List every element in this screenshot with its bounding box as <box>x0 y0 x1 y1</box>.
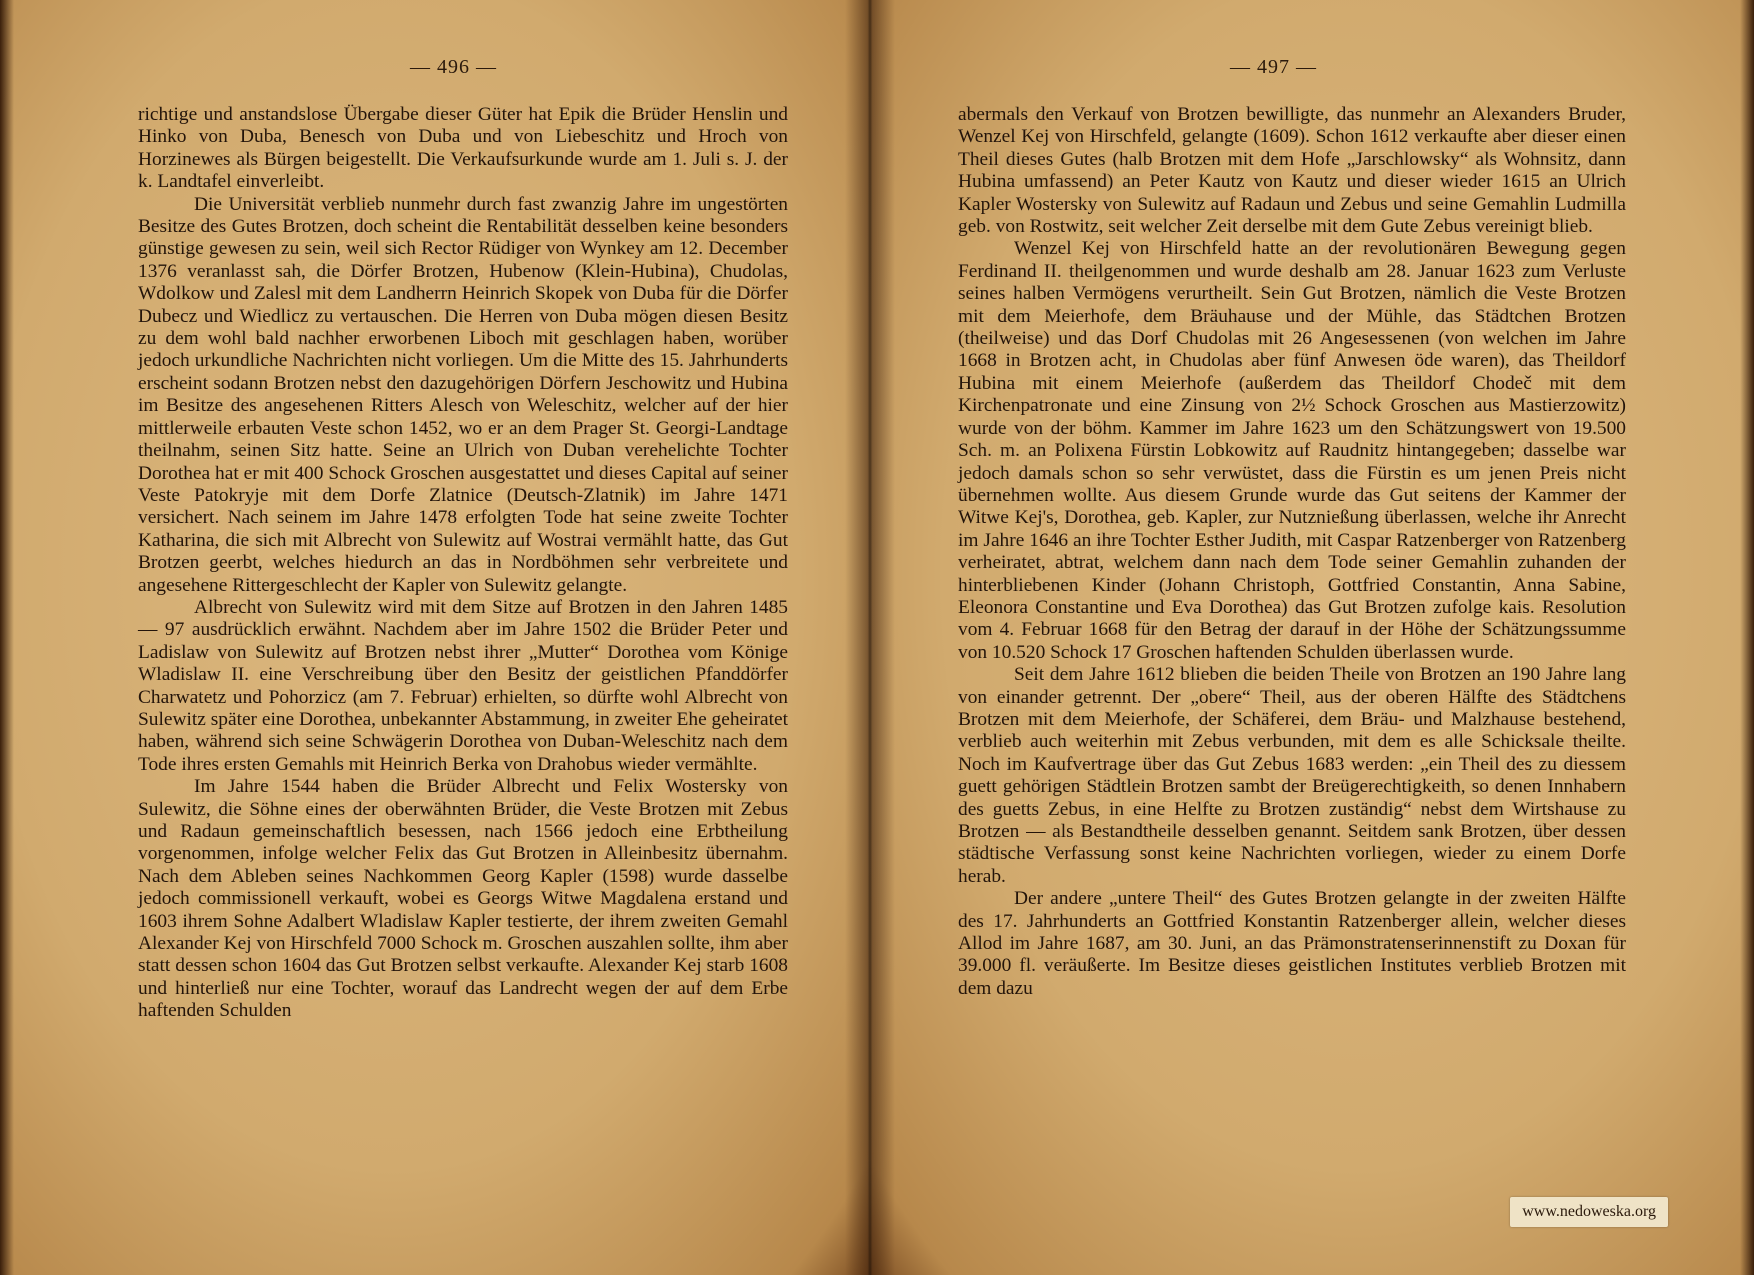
page-number: — 497 — <box>1230 56 1317 78</box>
paragraph: Seit dem Jahre 1612 blieben die beiden Theile von Brotzen an 190 Jahre lang von einander getrennt. Der „obere“ Theil, aus der oberen Hälfte des Städtchens Brotzen mit dem Meierhofe, der Schäferei, dem Bräu- und Malzhause bestehend, verblieb auch weiterhin mit Zebus verbunden, mit dem es alle Schicksale theilte. Noch im Kaufvertrage über das Gut Zebus 1683 werden: „ein Theil des zu diessem guett gehörigen Städtlein Brotzen sambt der Breügerechtigkeith, so denen Innhabern des guetts Zebus, in eine Helfte zu Brotzen zuständig“ nebst dem Wirtshause zu Brotzen — als Bestandtheile desselben genannt. Seitdem sank Brotzen, über dessen städtische Verfassung sonst keine Nachrichten vorliegen, wieder zu einem Dorfe herab. <box>958 664 1626 887</box>
page-edge-shadow <box>0 0 14 1275</box>
page-number: — 496 — <box>410 56 497 78</box>
paragraph: Der andere „untere Theil“ des Gutes Brotzen gelangte in der zweiten Hälfte des 17. Jahrhunderts an Gottfried Konstantin Ratzenberger allein, welcher dieses Allod im Jahre 1687, am 30. Juni, an das Prämonstratenserinnenstift zu Doxan für 39.000 fl. veräußerte. Im Besitze dieses geistlichen Institutes verblieb Brotzen mit dem dazu <box>958 888 1626 999</box>
paragraph: richtige und anstandslose Übergabe dieser Güter hat Epik die Brüder Henslin und Hinko von Duba, Benesch von Duba und von Liebeschitz und Hroch von Horzinewes als Bürgen beigestellt. Die Verkaufsurkunde wurde am 1. Juli s. J. der k. Landtafel einverleibt. <box>138 104 788 193</box>
paragraph: Wenzel Kej von Hirschfeld hatte an der revolutionären Bewegung gegen Ferdinand II. theilgenommen und wurde deshalb am 28. Januar 1623 zum Verluste seines halben Vermögens verurtheilt. Sein Gut Brotzen, nämlich die Veste Brotzen mit dem Meierhofe, dem Bräuhause und der Mühle, das Städtchen Brotzen (theilweise) und das Dorf Chudolas mit 26 Angesessenen (von welchen im Jahre 1668 in Brotzen acht, in Chudolas aber fünf Anwesen öde waren), das Theildorf Hubina mit einem Meierhofe (außerdem das Theildorf Chodeč mit dem Kirchenpatronate und eine Zinsung von 2½ Schock Groschen aus Mastierzowitz) wurde von der böhm. Kammer im Jahre 1623 um den Schätzungswert von 19.500 Sch. m. an Polixena Fürstin Lobkowitz auf Raudnitz hintangegeben; dasselbe war jedoch damals schon so sehr verwüstet, dass die Fürstin es um jenen Preis nicht übernehmen wollte. Aus diesem Grunde wurde das Gut seitens der Kammer der Witwe Kej's, Dorothea, geb. Kapler, zur Nutznießung überlassen, welche ihr Anrecht im Jahre 1646 an ihre Tochter Esther Judith, mit Caspar Ratzenberger von Ratzenberg verheiratet, abtrat, welchem dann nach dem Tode seiner Gemahlin zuhanden der hinterbliebenen Kinder (Johann Christoph, Gottfried Constantin, Anna Sabine, Eleonora Constantine und Eva Dorothea) das Gut Brotzen zufolge kais. Resolution vom 4. Februar 1668 für den Betrag der darauf in der Höhe der Schätzungssumme von 10.520 Schock 17 Groschen haftenden Schulden überlassen wurde. <box>958 238 1626 663</box>
page-edge-shadow <box>1740 0 1754 1275</box>
paragraph: Im Jahre 1544 haben die Brüder Albrecht und Felix Wostersky von Sulewitz, die Söhne eines der oberwähnten Brüder, die Veste Brotzen mit Zebus und Radaun gemeinschaftlich besessen, nach 1566 jedoch eine Erbtheilung vorgenommen, infolge welcher Felix das Gut Brotzen in Alleinbesitz übernahm. Nach dem Ableben seines Nachkommen Georg Kapler (1598) wurde dasselbe jedoch commissionell verkauft, wobei es Georgs Witwe Magdalena erstand und 1603 ihrem Sohne Adalbert Wladislaw Kapler testierte, der ihrem zweiten Gemahl Alexander Kej von Hirschfeld 7000 Schock m. Groschen auszahlen sollte, ihm aber statt dessen schon 1604 das Gut Brotzen selbst verkaufte. Alexander Kej starb 1608 und hinterließ nur eine Tochter, worauf das Landrecht wegen der auf dem Erbe haftenden Schulden <box>138 776 788 1022</box>
paragraph: abermals den Verkauf von Brotzen bewilligte, das nunmehr an Alexanders Bruder, Wenzel Kej von Hirschfeld, gelangte (1609). Schon 1612 verkaufte aber dieser einen Theil dieses Gutes (halb Brotzen mit dem Hofe „Jarschlowsky“ als Wohnsitz, dann Hubina umfassend) an Peter Kautz von Kautz und dieser wieder 1615 an Ulrich Kapler Wostersky von Sulewitz auf Radaun und Zebus und seine Gemahlin Ludmilla geb. von Rostwitz, seit welcher Zeit derselbe mit dem Gute Zebus vereinigt blieb. <box>958 104 1626 238</box>
left-page <box>0 0 870 1275</box>
page-text <box>138 104 788 1023</box>
right-page <box>870 0 1754 1275</box>
watermark-label: www.nedoweska.org <box>1510 1197 1668 1227</box>
book-gutter <box>845 0 895 1275</box>
paragraph: Die Universität verblieb nunmehr durch fast zwanzig Jahre im ungestörten Besitze des Gutes Brotzen, doch scheint die Rentabilität desselben keine besonders günstige gewesen zu sein, weil sich Rector Rüdiger von Wynkey am 12. December 1376 veranlasst sah, die Dörfer Brotzen, Hubenow (Klein-Hubina), Chudolas, Wdolkow und Zalesl mit dem Landherrn Heinrich Skopek von Duba für die Dörfer Dubecz und Wiedlicz zu vertauschen. Die Herren von Duba mögen diesen Besitz zu dem wohl bald nachher erworbenen Liboch mit geschlagen haben, worüber jedoch urkundliche Nachrichten nicht vorliegen. Um die Mitte des 15. Jahrhunderts erscheint sodann Brotzen nebst den dazugehörigen Dörfern Jeschowitz und Hubina im Besitze des angesehenen Ritters Alesch von Weleschitz, welcher auf der hier mittlerweile erbauten Veste schon 1452, wo er an dem Prager St. Georgi-Landtage theilnahm, seinen Sitz hatte. Seine an Ulrich von Duban verehelichte Tochter Dorothea hat er mit 400 Schock Groschen ausgestattet und dieses Capital auf seiner Veste Patokryje mit dem Dorfe Zlatnice (Deutsch-Zlatnik) im Jahre 1471 versichert. Nach seinem im Jahre 1478 erfolgten Tode hat seine zweite Tochter Katharina, die sich mit Albrecht von Sulewitz auf Wostrai vermählt hatte, das Gut Brotzen geerbt, welches hiedurch an das in Nordböhmen sehr verbreitete und angesehene Rittergeschlecht der Kapler von Sulewitz gelangte. <box>138 193 788 596</box>
paragraph: Albrecht von Sulewitz wird mit dem Sitze auf Brotzen in den Jahren 1485 — 97 ausdrücklich erwähnt. Nachdem aber im Jahre 1502 die Brüder Peter und Ladislaw von Sulewitz auf Brotzen nebst ihrer „Mutter“ Dorothea vom Könige Wladislaw II. eine Verschreibung über den Besitz der geistlichen Pfanddörfer Charwatetz und Pohorzicz (am 7. Februar) erhielten, so dürfte wohl Albrecht von Sulewitz später eine Dorothea, unbekannter Abstammung, in zweiter Ehe geheiratet haben, während sich seine Schwägerin Dorothea von Duban-Weleschitz nach dem Tode ihres ersten Gemahls mit Heinrich Berka von Drahobus wieder vermählte. <box>138 596 788 775</box>
page-text <box>958 104 1626 1000</box>
